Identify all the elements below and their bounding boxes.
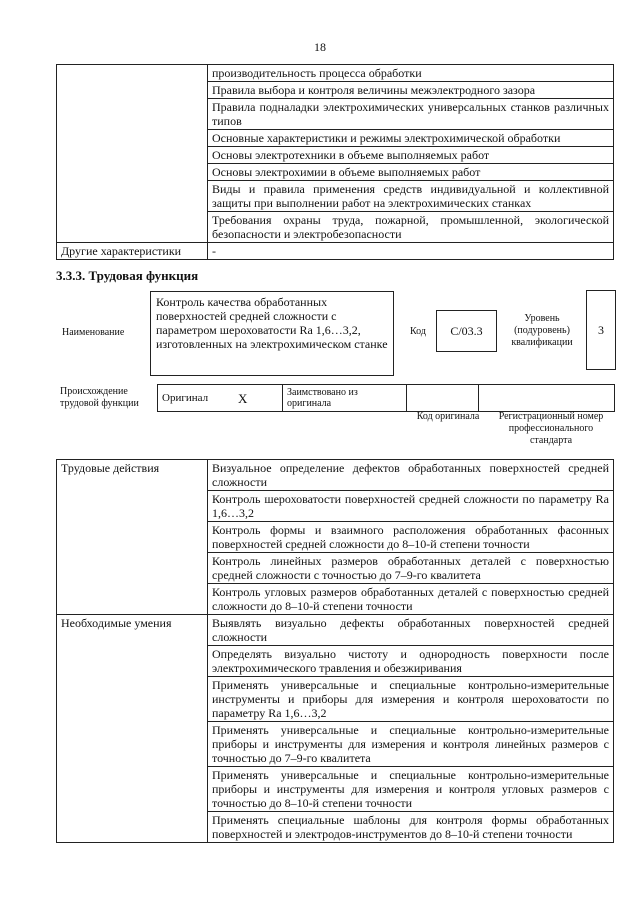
code-original-caption: Код оригинала bbox=[416, 411, 480, 422]
knowledge-item: Основы электрохимии в объеме выполняемых работ bbox=[208, 164, 614, 181]
code-label: Код bbox=[410, 326, 426, 337]
origin-code-cell bbox=[407, 385, 479, 412]
knowledge-item: производительность процесса обработки bbox=[208, 65, 614, 82]
knowledge-item: Требования охраны труда, пожарной, промышленной, экологической безопасности и электробезопасности bbox=[208, 212, 614, 243]
level-value: 3 bbox=[598, 323, 604, 337]
table-row bbox=[57, 615, 614, 646]
skills-label: Необходимые умения bbox=[57, 615, 208, 843]
skill-item: Применять универсальные и специальные контрольно-измерительные приборы и инструменты для измерения и контроля линейных размеров с точностью до 7–9-го квалитета bbox=[208, 722, 614, 767]
labor-action-item: Контроль шероховатости поверхностей средней сложности по параметру Ra 1,6…3,2 bbox=[208, 491, 614, 522]
origin-borrowed-label: Заимствовано из оригинала bbox=[283, 385, 407, 412]
level-box bbox=[586, 290, 616, 370]
skill-item: Выявлять визуально дефекты обработанных поверхностей средней сложности bbox=[208, 615, 614, 646]
function-code-value: C/03.3 bbox=[450, 324, 483, 338]
function-name-box: Контроль качества обработанных поверхностей средней сложности с параметром шероховатости Ra 1,6…3,2, изготовленных на электрохимическом станке bbox=[150, 291, 394, 376]
origin-original-label: Оригинал bbox=[158, 385, 235, 412]
knowledge-table-continued bbox=[56, 64, 614, 260]
name-label: Наименование bbox=[62, 327, 125, 338]
skill-item: Применять универсальные и специальные контрольно-измерительные инструменты и приборы для измерения и контроля шероховатости по параметру Ra 1,6…3,2 bbox=[208, 677, 614, 722]
skill-item: Применять универсальные и специальные контрольно-измерительные приборы и инструменты для измерения и контроля угловых размеров с точностью до 8–10-й степени точности bbox=[208, 767, 614, 812]
labor-action-item: Контроль угловых размеров обработанных деталей с поверхностью средней сложности до 8–10-й степени точности bbox=[208, 584, 614, 615]
reg-number-caption: Регистрационный номер профессионального стандарта bbox=[498, 411, 604, 446]
level-label: Уровень (подуровень) квалификации bbox=[511, 313, 573, 348]
table-row bbox=[57, 243, 614, 260]
knowledge-item: Основные характеристики и режимы электрохимической обработки bbox=[208, 130, 614, 147]
skill-item: Определять визуально чистоту и однородность поверхности после электрохимического травления и обезжиривания bbox=[208, 646, 614, 677]
knowledge-item: Основы электротехники в объеме выполняемых работ bbox=[208, 147, 614, 164]
skill-item: Применять специальные шаблоны для контроля формы обработанных поверхностей и электродов-инструментов до 8–10-й степени точности bbox=[208, 812, 614, 843]
origin-table bbox=[157, 384, 615, 412]
other-characteristics-value: - bbox=[208, 243, 614, 260]
labor-action-item: Контроль линейных размеров обработанных деталей с поверхностью средней сложности с точностью до 7–9-го квалитета bbox=[208, 553, 614, 584]
table-row bbox=[158, 385, 615, 412]
labor-actions-label: Трудовые действия bbox=[57, 460, 208, 615]
labor-action-item: Контроль формы и взаимного расположения обработанных фасонных поверхностей средней сложности до 8–10-й степени точности bbox=[208, 522, 614, 553]
function-details-table bbox=[56, 459, 614, 843]
knowledge-item: Правила выбора и контроля величины межэлектродного зазора bbox=[208, 82, 614, 99]
origin-mark: X bbox=[234, 385, 283, 412]
section-heading: 3.3.3. Трудовая функция bbox=[56, 268, 199, 283]
knowledge-item: Виды и правила применения средств индивидуальной и коллективной защиты при выполнении работ на электрохимических станках bbox=[208, 181, 614, 212]
labor-action-item: Визуальное определение дефектов обработанных поверхностей средней сложности bbox=[208, 460, 614, 491]
table-row bbox=[57, 460, 614, 491]
origin-reg-cell bbox=[479, 385, 615, 412]
page-number: 18 bbox=[314, 40, 326, 54]
table-row bbox=[57, 65, 614, 82]
origin-label: Происхождение трудовой функции bbox=[60, 386, 139, 409]
function-code-box bbox=[436, 310, 497, 352]
other-characteristics-label: Другие характеристики bbox=[57, 243, 208, 260]
knowledge-item: Правила подналадки электрохимических универсальных станков различных типов bbox=[208, 99, 614, 130]
knowledge-label-cell bbox=[57, 65, 208, 243]
